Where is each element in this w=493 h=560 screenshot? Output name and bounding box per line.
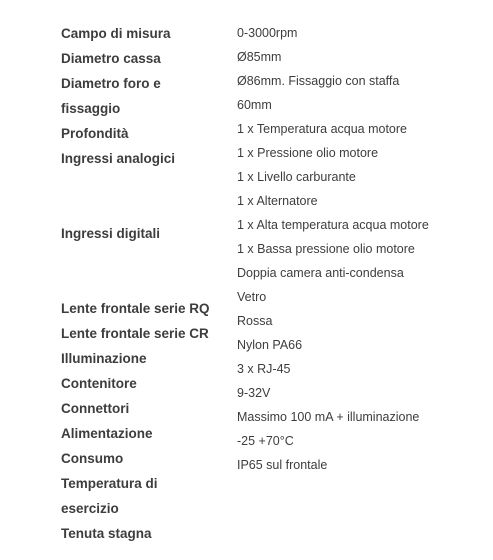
label-campo-di-misura: Campo di misura [61, 26, 171, 41]
value-analog-input: 1 x Livello carburante [237, 170, 356, 184]
label-ingressi-analogici: Ingressi analogici [61, 151, 176, 166]
value-digital-input: 1 x Alta temperatura acqua motore [237, 218, 429, 232]
value-diametro-foro: Ø86mm. Fissaggio con staffa [237, 74, 400, 88]
label-consumo: Consumo [61, 451, 124, 466]
value-temperatura: -25 +70°C [237, 434, 294, 448]
value-campo-di-misura: 0-3000rpm [237, 26, 298, 40]
label-lente-cr: Lente frontale serie CR [61, 326, 209, 341]
value-illuminazione: Rossa [237, 314, 273, 328]
label-profondita: Profondità [61, 126, 129, 141]
label-spacer [61, 174, 237, 199]
label-spacer [61, 199, 237, 224]
label-alimentazione: Alimentazione [61, 426, 153, 441]
label-diametro-cassa: Diametro cassa [61, 51, 161, 66]
label-diametro-foro-line2: fissaggio [61, 101, 121, 116]
label-connettori: Connettori [61, 401, 130, 416]
value-profondita: 60mm [237, 98, 272, 112]
value-analog-input: 1 x Pressione olio motore [237, 146, 379, 160]
value-alimentazione: 9-32V [237, 386, 271, 400]
value-tenuta-stagna: IP65 sul frontale [237, 458, 328, 472]
label-temperatura-line2: esercizio [61, 501, 119, 516]
label-contenitore: Contenitore [61, 376, 137, 391]
spec-values-column [237, 24, 487, 480]
label-tenuta-stagna: Tenuta stagna [61, 526, 152, 541]
label-temperatura-line1: Temperatura di [61, 476, 158, 491]
label-ingressi-digitali: Ingressi digitali [61, 226, 161, 241]
value-lente-rq: Doppia camera anti-condensa [237, 266, 404, 280]
label-spacer [61, 274, 237, 299]
label-diametro-foro-line1: Diametro foro e [61, 76, 161, 91]
value-digital-input: 1 x Bassa pressione olio motore [237, 242, 415, 256]
label-lente-rq: Lente frontale serie RQ [61, 301, 210, 316]
value-connettori: 3 x RJ-45 [237, 362, 291, 376]
value-consumo: Massimo 100 mA + illuminazione [237, 410, 420, 424]
spec-labels-column [61, 24, 237, 549]
value-analog-input: 1 x Alternatore [237, 194, 318, 208]
value-contenitore: Nylon PA66 [237, 338, 303, 352]
label-spacer [61, 249, 237, 274]
value-analog-input: 1 x Temperatura acqua motore [237, 122, 408, 136]
label-illuminazione: Illuminazione [61, 351, 147, 366]
value-diametro-cassa: Ø85mm [237, 50, 282, 64]
value-lente-cr: Vetro [237, 290, 267, 304]
